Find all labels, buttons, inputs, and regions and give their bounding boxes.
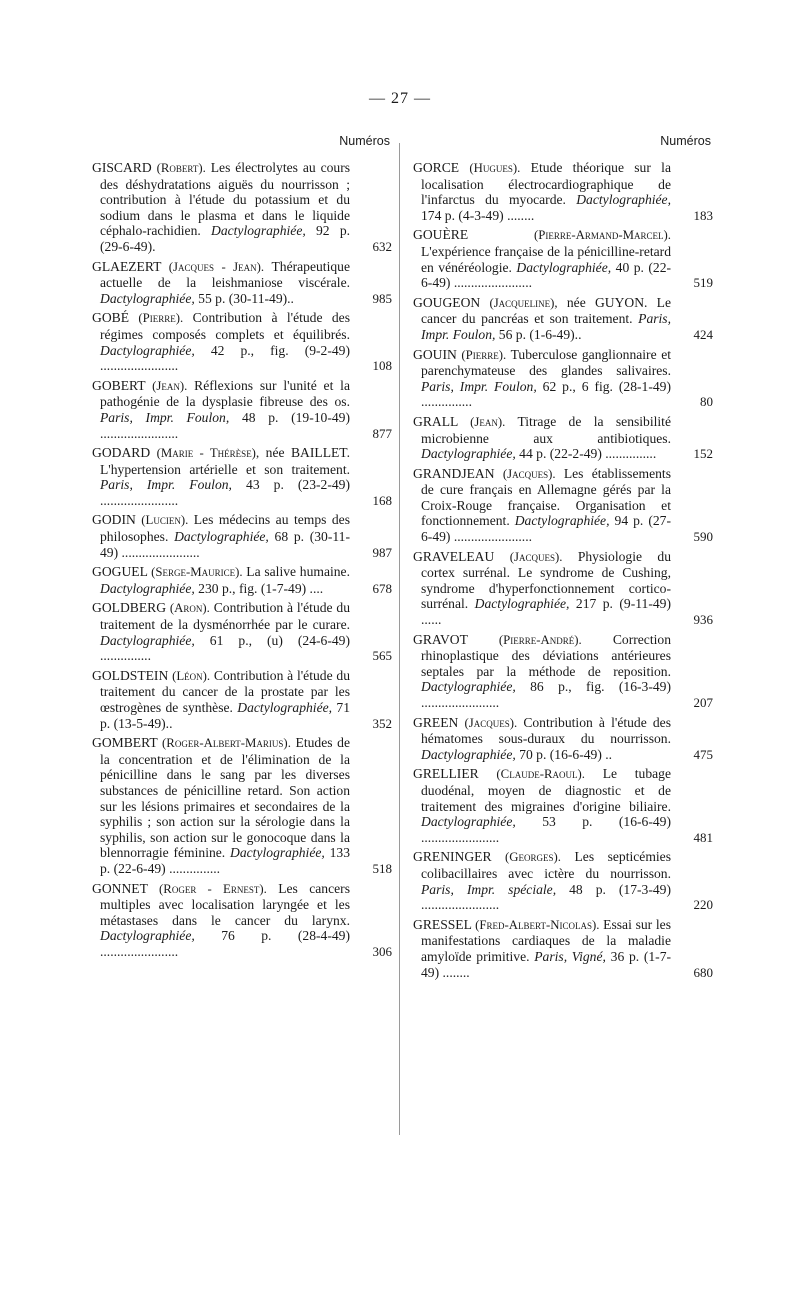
publication-details: 53 p. (16-6-49) .......................: [421, 814, 671, 845]
publication-details: 133 p. (22-6-49) ...............: [100, 845, 350, 876]
publisher: Dactylographiée,: [421, 446, 516, 462]
thesis-entry: [413, 849, 713, 912]
publication-details: 42 p., fig. (9-2-49) .......................: [100, 342, 350, 374]
right-entry-list: [413, 160, 713, 980]
left-entry-list: [92, 160, 392, 960]
entry-text: [92, 600, 350, 663]
thesis-title: Correction rhinoplastique des déviations antérieures septales par la méthode de reposition.: [421, 631, 671, 679]
column-header-right: Numéros: [660, 134, 711, 148]
publisher: Dactylographiée,: [100, 580, 195, 596]
publisher: Paris, Impr. spéciale,: [421, 881, 557, 897]
thesis-title: Les établissements de cure français en Allemagne gérés par la Croix-Rouge française. Organisation et fonctionnement.: [421, 465, 671, 529]
thesis-title: Contribution à l'étude du traitement de la dysménorrhée par le curare.: [100, 600, 351, 633]
author-surname: GOMBERT: [92, 735, 158, 751]
author-given-name: (Aron).: [169, 601, 210, 616]
publication-details: 94 p. (27-6-49) .......................: [421, 513, 671, 545]
publication-details: 70 p. (16-6-49) ..: [519, 746, 613, 762]
publication-details: 48 p. (17-3-49) .......................: [421, 881, 671, 913]
publication-details: 61 p., (u) (24-6-49) ...............: [100, 632, 350, 664]
entry-text: [413, 227, 671, 290]
entry-text: [413, 295, 671, 343]
entry-text: [92, 445, 350, 508]
entry-number: 424: [693, 326, 713, 342]
publisher: Dactylographiée,: [514, 513, 610, 529]
thesis-title: Tuberculose ganglionnaire et parenchymateuse des glandes salivaires.: [421, 346, 671, 379]
author-surname: GREEN: [413, 714, 459, 730]
author-surname: GOBERT: [92, 377, 146, 393]
thesis-entry: [92, 310, 392, 373]
thesis-title: née GUYON. Le cancer du pancréas et son traitement.: [421, 294, 671, 327]
author-given-name: (Fred-Albert-Nicolas).: [475, 917, 600, 932]
thesis-title: Les médecins au temps des philosophes.: [100, 512, 350, 545]
publisher: Dactylographiée,: [421, 814, 516, 830]
entry-number: 475: [693, 746, 713, 762]
author-given-name: (Roger-Albert-Marius).: [162, 736, 291, 751]
entry-text: [413, 549, 671, 628]
entry-number: 987: [372, 544, 392, 560]
author-given-name: (Jacqueline),: [489, 295, 558, 310]
author-given-name: (Pierre).: [138, 311, 184, 326]
thesis-title: Les électrolytes au cours des déshydratations aiguës du nourrisson ; contribution à l'étude du potassium et du sodium dans le plasma et dans le liquide céphalo-rachidien.: [100, 160, 351, 239]
publication-details: 217 p. (9-11-49) ......: [421, 596, 671, 628]
publisher: Dactylographiée,: [474, 596, 570, 612]
author-given-name: (Roger - Ernest).: [159, 881, 267, 896]
thesis-title: Titrage de la sensibilité microbienne aux antibiotiques.: [421, 413, 671, 446]
thesis-entry: [413, 414, 713, 462]
thesis-entry: [92, 160, 392, 255]
thesis-entry: [92, 735, 392, 876]
publisher: Dactylographiée,: [174, 529, 269, 545]
left-column: [92, 134, 392, 964]
entry-text: [413, 849, 671, 912]
publication-details: 76 p. (28-4-49) .......................: [100, 928, 350, 959]
publisher: Paris, Impr. Foulon,: [421, 311, 671, 342]
thesis-title: Les septicémies colibacillaires avec ictère du nourrisson.: [421, 849, 671, 881]
author-given-name: (Pierre-André).: [498, 632, 582, 647]
entry-text: [92, 310, 350, 373]
author-surname: GODIN: [92, 512, 136, 528]
entry-text: [413, 917, 671, 980]
entry-number: 152: [693, 446, 713, 462]
entry-text: [413, 466, 671, 545]
entry-text: [413, 766, 671, 845]
author-surname: GOLDBERG: [92, 600, 167, 616]
author-surname: GLAEZERT: [92, 258, 162, 274]
author-given-name: (Jacques).: [464, 715, 518, 730]
author-surname: GOGUEL: [92, 564, 148, 580]
author-given-name: (Pierre-Armand-Marcel).: [534, 228, 671, 243]
publisher: Dactylographiée,: [237, 700, 333, 715]
entry-number: 519: [693, 275, 713, 291]
entry-number: 936: [693, 612, 713, 628]
entry-text: [413, 414, 671, 462]
thesis-entry: [413, 632, 713, 711]
author-given-name: (Robert).: [156, 161, 206, 175]
entry-text: [92, 668, 350, 731]
author-surname: GOUIN: [413, 346, 457, 362]
publisher: Paris, Vigné,: [534, 948, 606, 964]
author-given-name: (Jacques).: [509, 549, 563, 564]
thesis-title: Contribution à l'étude du traitement du cancer de la prostate par les œstrogènes de synthèse.: [100, 667, 350, 715]
entry-text: [413, 347, 671, 410]
entry-number: 80: [700, 394, 713, 410]
publisher: Dactylographiée,: [100, 290, 195, 306]
author-surname: GRANDJEAN: [413, 465, 495, 481]
entry-number: 220: [693, 897, 713, 913]
thesis-entry: [92, 668, 392, 731]
publication-details: 48 p. (19-10-49) .......................: [100, 409, 350, 441]
author-surname: GISCARD: [92, 160, 152, 175]
thesis-entry: [92, 445, 392, 508]
thesis-entry: [92, 512, 392, 560]
author-surname: GOLDSTEIN: [92, 667, 169, 683]
entry-number: 481: [693, 829, 713, 845]
entry-number: 985: [372, 290, 392, 306]
thesis-title: Etude théorique sur la localisation électrocardiographique de l'infarctus du myocarde.: [421, 160, 671, 208]
publication-details: 71 p. (13-5-49)..: [100, 700, 350, 731]
publisher: Dactylographiée,: [100, 632, 195, 648]
author-given-name: (Jean).: [470, 414, 506, 429]
publisher: Dactylographiée,: [576, 192, 671, 208]
author-given-name: (Claude-Raoul).: [496, 767, 585, 782]
thesis-title: La salive humaine.: [246, 564, 350, 580]
publication-details: 55 p. (30-11-49)..: [198, 290, 294, 306]
author-given-name: (Georges).: [505, 850, 561, 865]
thesis-title: Physiologie du cortex surrénal. Le syndrome de Cushing, syndrome d'hyperfonctionnement cortico-surrénal.: [421, 548, 671, 612]
entry-number: 352: [372, 715, 392, 731]
publication-details: 174 p. (4-3-49) ........: [421, 207, 535, 223]
entry-text: [92, 378, 350, 441]
publisher: Dactylographiée,: [230, 845, 325, 861]
entry-text: [92, 735, 350, 876]
entry-number: 678: [372, 580, 392, 596]
entry-number: 518: [372, 860, 392, 876]
author-surname: GRAVELEAU: [413, 548, 495, 564]
thesis-title: L'expérience française de la pénicilline-retard en vénéréologie.: [421, 243, 671, 275]
column-header-left: Numéros: [339, 134, 390, 148]
author-given-name: (Hugues).: [469, 161, 521, 175]
author-surname: GRESSEL: [413, 916, 472, 932]
entry-text: [413, 715, 671, 763]
author-surname: GRALL: [413, 413, 458, 429]
thesis-entry: [413, 160, 713, 223]
thesis-title: Thérapeutique actuelle de la leishmaniose viscérale.: [100, 258, 350, 291]
author-surname: GRELLIER: [413, 766, 479, 782]
thesis-entry: [413, 347, 713, 410]
author-surname: GOUÈRE: [413, 227, 469, 243]
publication-details: 40 p. (22-6-49) .......................: [421, 259, 672, 291]
author-given-name: (Léon).: [172, 668, 211, 683]
publication-details: 92 p. (29-6-49).: [100, 223, 351, 254]
author-given-name: (Jacques - Jean).: [168, 259, 265, 274]
entry-text: [413, 160, 671, 223]
entry-number: 168: [372, 492, 392, 508]
entry-text: [413, 632, 671, 711]
publisher: Dactylographiée,: [421, 746, 516, 762]
entry-number: 108: [372, 358, 392, 374]
entry-text: [92, 160, 350, 255]
thesis-entry: [413, 295, 713, 343]
publication-details: 56 p. (1-6-49)..: [498, 326, 582, 342]
thesis-entry: [413, 766, 713, 845]
publication-details: 43 p. (23-2-49) .......................: [100, 477, 350, 508]
thesis-title: Le tubage duodénal, moyen de diagnostic et de traitement des migraines d'origine biliaire.: [421, 766, 671, 814]
thesis-title: Contribution à l'étude des régimes composés complets et équilibrés.: [100, 310, 351, 342]
thesis-title: née BAILLET. L'hypertension artérielle et son traitement.: [100, 445, 350, 477]
thesis-entry: [92, 259, 392, 307]
column-divider: [399, 143, 400, 1135]
publisher: Dactylographiée,: [516, 259, 612, 275]
thesis-title: Les cancers multiples avec localisation laryngée et les métastases dans le cancer du larynx.: [100, 880, 350, 928]
entry-number: 680: [693, 964, 713, 980]
entry-number: 183: [693, 207, 713, 223]
author-given-name: (Jacques).: [502, 466, 556, 481]
thesis-title: Contribution à l'étude des hématomes sous-duraux du nourrisson.: [421, 714, 672, 747]
thesis-entry: [92, 881, 392, 960]
thesis-entry: [413, 227, 713, 290]
author-surname: GORCE: [413, 160, 460, 175]
publisher: Dactylographiée,: [211, 223, 306, 239]
publication-details: 62 p., 6 fig. (28-1-49) ...............: [421, 378, 671, 410]
thesis-entry: [413, 466, 713, 545]
author-given-name: (Lucien).: [141, 513, 189, 528]
author-surname: GRAVOT: [413, 631, 468, 647]
publication-details: 68 p. (30-11-49) .......................: [100, 529, 350, 560]
entry-text: [92, 259, 350, 307]
author-surname: GONNET: [92, 880, 148, 896]
thesis-entry: [92, 600, 392, 663]
author-given-name: (Marie - Thérèse),: [156, 446, 260, 461]
publication-details: 36 p. (1-7-49) ........: [421, 948, 672, 980]
entry-text: [92, 881, 350, 960]
author-surname: GOUGEON: [413, 294, 481, 310]
publisher: Dactylographiée,: [100, 928, 195, 944]
publisher: Paris, Impr. Foulon,: [421, 378, 537, 394]
publication-details: 44 p. (22-2-49) ...............: [519, 446, 657, 462]
entry-number: 306: [372, 943, 392, 959]
author-surname: GODARD: [92, 445, 151, 461]
thesis-title: Essai sur les manifestations cardiaques de la maladie amyloïde primitive.: [421, 916, 671, 964]
entry-text: [92, 564, 350, 596]
page-number: — 27 —: [369, 90, 431, 107]
thesis-entry: [92, 378, 392, 441]
publisher: Paris, Impr. Foulon,: [100, 477, 232, 493]
publisher: Paris, Impr. Foulon,: [100, 409, 230, 425]
thesis-entry: [413, 917, 713, 980]
entry-text: [92, 512, 350, 560]
entry-number: 565: [372, 648, 392, 664]
author-given-name: (Serge-Maurice).: [151, 565, 243, 580]
entry-number: 590: [693, 529, 713, 545]
publisher: Dactylographiée,: [421, 679, 516, 695]
right-column: [413, 134, 713, 984]
entry-number: 632: [372, 238, 392, 254]
publication-details: 230 p., fig. (1-7-49) ....: [198, 580, 324, 596]
entry-number: 877: [372, 425, 392, 441]
entry-number: 207: [693, 695, 713, 710]
thesis-entry: [413, 715, 713, 763]
thesis-entry: [92, 564, 392, 596]
thesis-title: Réflexions sur l'unité et la pathogénie de la dysplasie fibreuse des os.: [100, 377, 350, 410]
publication-details: 86 p., fig. (16-3-49) .......................: [421, 679, 671, 710]
publisher: Dactylographiée,: [100, 342, 195, 358]
thesis-entry: [413, 549, 713, 628]
author-surname: GRENINGER: [413, 849, 492, 865]
author-given-name: (Pierre).: [461, 347, 507, 362]
thesis-title: Etudes de la concentration et de l'élimination de la pénicilline dans le sang par les diverses substances de pénicilline retard. Son action sur les lésions primaires et secondaires de la syphilis ; son action sur la sérologie dans la syphilis, son action sur le gonocoque dans la blennorragie féminine.: [100, 735, 350, 861]
author-surname: GOBÉ: [92, 310, 130, 326]
author-given-name: (Jean).: [152, 378, 188, 393]
